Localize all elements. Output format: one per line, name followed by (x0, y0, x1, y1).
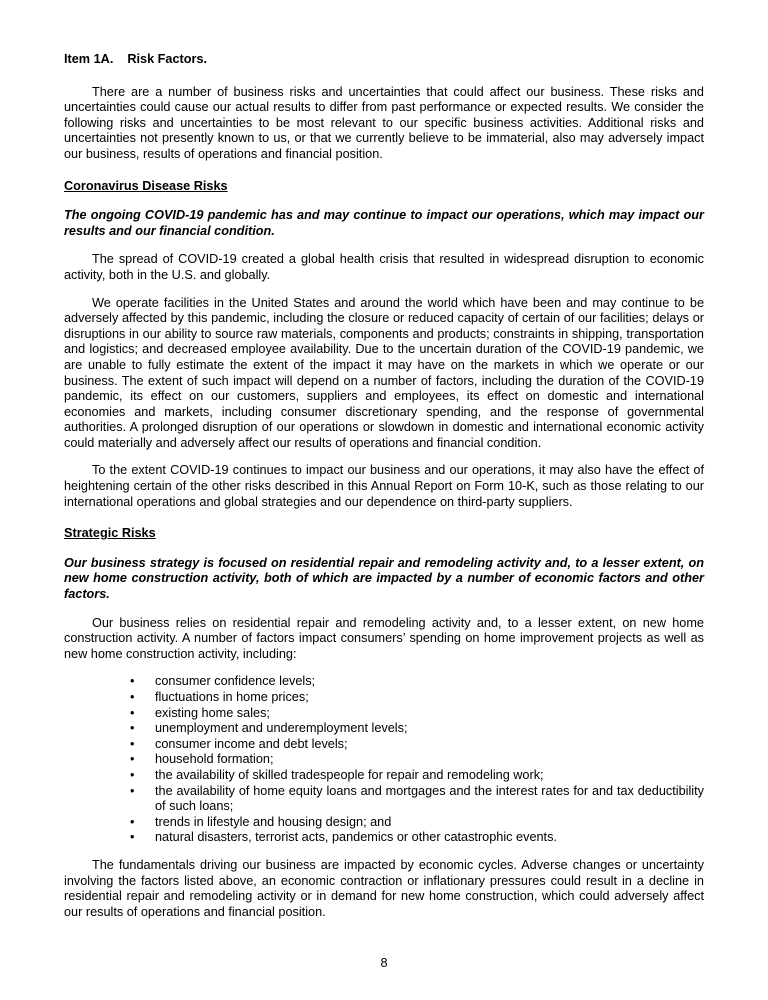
list-item-text: unemployment and underemployment levels; (155, 721, 408, 736)
list-item-text: natural disasters, terrorist acts, pandemics or other catastrophic events. (155, 830, 557, 845)
list-item-text: consumer confidence levels; (155, 674, 316, 689)
list-item-text: fluctuations in home prices; (155, 690, 309, 704)
list-item-text: the availability of skilled tradespeople for repair and remodeling work; (155, 767, 544, 782)
bullet-icon: • (130, 830, 135, 845)
strategic-paragraph-1: Our business relies on residential repair and remodeling activity and, to a lesser extent, on new home construction activity. A number of factors impact consumers’ spending on home improvement projects as well as new home construction activity, including: (64, 615, 704, 661)
bullet-icon: • (130, 721, 135, 736)
list-item-text: existing home sales; (155, 705, 270, 720)
coronavirus-paragraph-2: We operate facilities in the United States and around the world which have been and may continue to be adversely affected by this pandemic, including the closure or reduced capacity of certain of our facilities; delays or disruptions in our ability to source raw materials, components and products; constraints in shipping, transportation and logistics; and decreased employee availability. Due to the uncertain duration of the COVID-19 pandemic, we are unable to fully estimate the extent of the impact it may have on the markets in which we operate or our business. The extent of such impact will depend on a number of factors, including the duration of the COVID-19 pandemic, its effect on our customers, suppliers and employees, its effect on domestic and international economies and markets, including consumer discretionary spending, and the response of governmental authorities. A prolonged disruption of our operations or slowdown in domestic and international economic activity could materially and adversely affect our results of operations and financial condition. (64, 295, 704, 450)
list-item (64, 690, 704, 706)
strategic-section-heading: Strategic Risks (64, 526, 156, 541)
bullet-icon: • (130, 814, 135, 829)
bullet-icon: • (130, 752, 135, 767)
list-item-text: trends in lifestyle and housing design; and (155, 814, 392, 829)
bullet-icon: • (130, 690, 135, 704)
strategic-paragraph-2: The fundamentals driving our business are impacted by economic cycles. Adverse changes or uncertainty involving the factors listed above, an economic contraction or inflationary pressures could result in a decline in residential repair and remodeling activity or in demand for new home construction, which could adversely affect our results of operations and financial position. (64, 857, 704, 919)
coronavirus-paragraph-3: To the extent COVID-19 continues to impact our business and our operations, it may also have the effect of heightening certain of the other risks described in this Annual Report on Form 10-K, such as those relating to our international operations and global strategies and our dependence on third-party suppliers. (64, 463, 704, 509)
bullet-icon: • (130, 674, 135, 689)
list-item (64, 752, 704, 768)
list-item (64, 706, 704, 722)
intro-paragraph: There are a number of business risks and uncertainties that could affect our business. These risks and uncertainties could cause our actual results to differ from past performance or expected results. We consider the following risks and uncertainties to be most relevant to our specific business activities. Additional risks and uncertainties not presently known to us, or that we currently believe to be immaterial, also may adversely impact our business, results of operations and financial position. (64, 84, 704, 161)
item-number: Item 1A. (64, 52, 114, 66)
risk-factor-list (64, 674, 704, 846)
item-title: Risk Factors. (127, 52, 208, 66)
coronavirus-subheading: The ongoing COVID-19 pandemic has and may continue to impact our operations, which may impact our results and our financial condition. (64, 208, 704, 238)
list-item-text: household formation; (155, 752, 274, 767)
strategic-subheading: Our business strategy is focused on residential repair and remodeling activity and, to a lesser extent, on new home construction activity, both of which are impacted by a number of economic factors and other factors. (64, 555, 704, 602)
bullet-icon: • (130, 783, 135, 798)
bullet-icon: • (130, 705, 135, 720)
coronavirus-section-heading: Coronavirus Disease Risks (64, 178, 228, 193)
list-item (64, 815, 704, 831)
list-item (64, 674, 704, 690)
coronavirus-paragraph-1: The spread of COVID-19 created a global health crisis that resulted in widespread disruption to economic activity, both in the U.S. and globally. (64, 252, 704, 282)
bullet-icon: • (130, 767, 135, 782)
page-title (64, 52, 704, 68)
list-item (64, 721, 704, 737)
list-item-text: consumer income and debt levels; (155, 736, 348, 751)
page-number: 8 (380, 956, 388, 971)
list-item (64, 784, 704, 815)
list-item (64, 768, 704, 784)
list-item (64, 830, 704, 846)
bullet-icon: • (130, 736, 135, 751)
list-item-text: the availability of home equity loans and mortgages and the interest rates for and tax deductibility of such loans; (155, 783, 704, 814)
list-item (64, 737, 704, 753)
